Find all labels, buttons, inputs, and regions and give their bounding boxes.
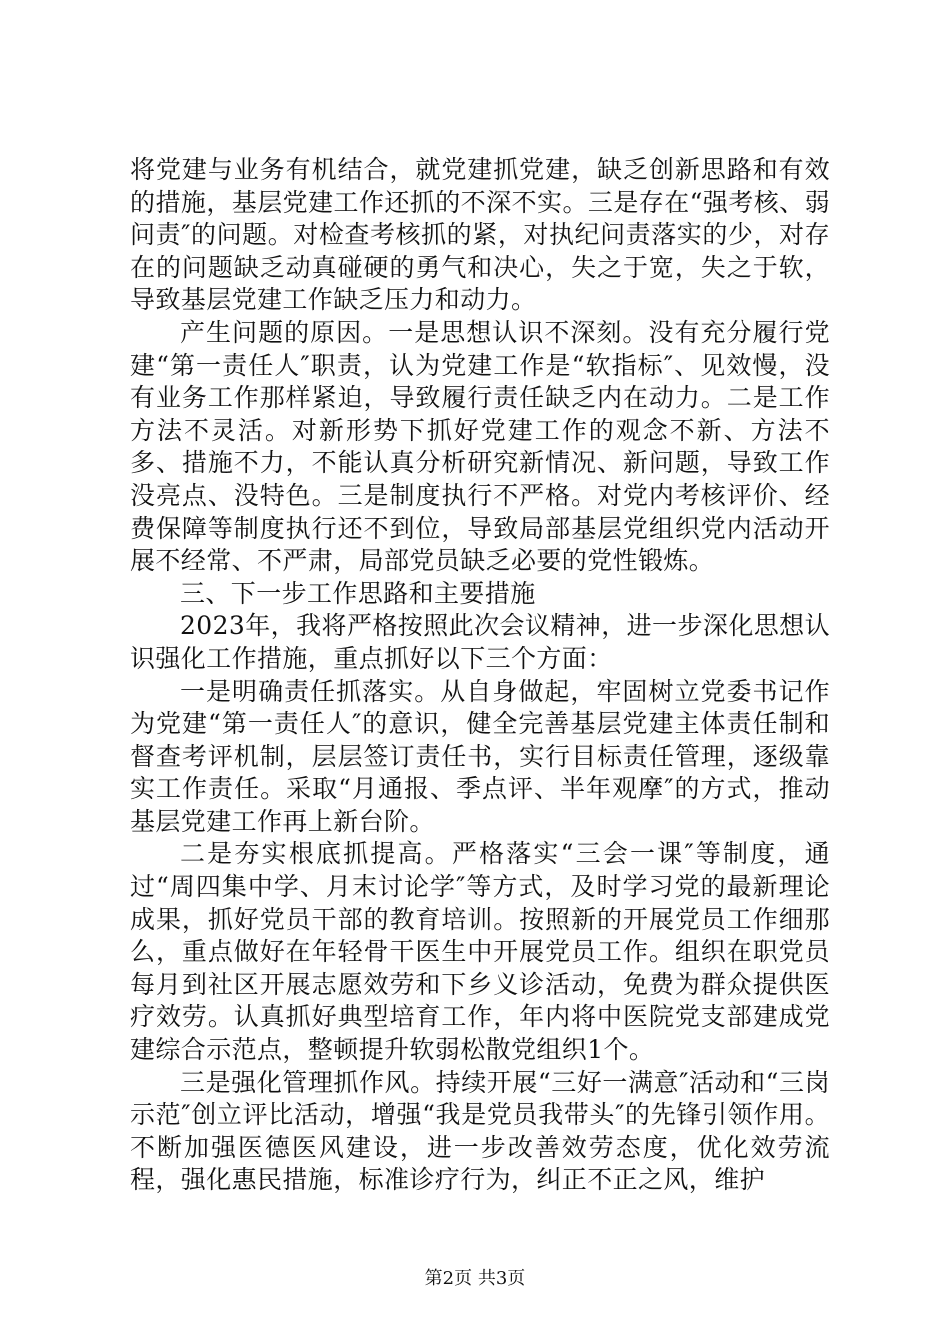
paragraph-measure-three: 三是强化管理抓作风。持续开展“三好一满意″活动和“三岗示范″创立评比活动，增强“我是党员我带头″的先锋引领作用。不断加强医德医风建设，进一步改善效劳态度，优化效劳流程，强化惠民措施，标准诊疗行为，纠正不正之风，维护 xyxy=(130,1067,830,1195)
paragraph-measure-two: 二是夯实根底抓提高。严格落实“三会一课″等制度，通过“周四集中学、月末讨论学″等方式，及时学习党的最新理论成果，抓好党员干部的教育培训。按照新的开展党员工作细那么，重点做好在年轻骨干医生中开展党员工作。组织在职党员每月到社区开展志愿效劳和下乡义诊活动，免费为群众提供医疗效劳。认真抓好典型培育工作，年内将中医院党支部建成党建综合示范点，整顿提升软弱松散党组织1个。 xyxy=(130,839,830,1065)
document-body xyxy=(130,154,830,1197)
paragraph-measure-one: 一是明确责任抓落实。从自身做起，牢固树立党委书记作为党建“第一责任人″的意识，健全完善基层党建主体责任制和督查考评机制，层层签订责任书，实行目标责任管理，逐级靠实工作责任。采取“月通报、季点评、半年观摩″的方式，推动基层党建工作再上新台阶。 xyxy=(130,676,830,836)
page-number: 第2页 共3页 xyxy=(424,1268,526,1289)
section-heading: 三、下一步工作思路和主要措施 xyxy=(180,578,536,608)
paragraph-intro-2023: 2023年，我将严格按照此次会议精神，进一步深化思想认识强化工作措施，重点抓好以下三个方面： xyxy=(130,611,830,673)
paragraph-problem-causes: 产生问题的原因。一是思想认识不深刻。没有充分履行党建“第一责任人″职责，认为党建工作是“软指标″、见效慢，没有业务工作那样紧迫，导致履行责任缺乏内在动力。二是工作方法不灵活。对新形势下抓好党建工作的观念不新、方法不多、措施不力，不能认真分析研究新情况、新问题，导致工作没亮点、没特色。三是制度执行不严格。对党内考核评价、经费保障等制度执行还不到位，导致局部基层党组织党内活动开展不经常、不严肃，局部党员缺乏必要的党性锻炼。 xyxy=(130,317,830,576)
paragraph-continuation: 将党建与业务有机结合，就党建抓党建，缺乏创新思路和有效的措施，基层党建工作还抓的不深不实。三是存在“强考核、弱问责″的问题。对检查考核抓的紧，对执纪问责落实的少，对存在的问题缺乏动真碰硬的勇气和决心，失之于宽，失之于软，导致基层党建工作缺乏压力和动力。 xyxy=(130,155,830,315)
